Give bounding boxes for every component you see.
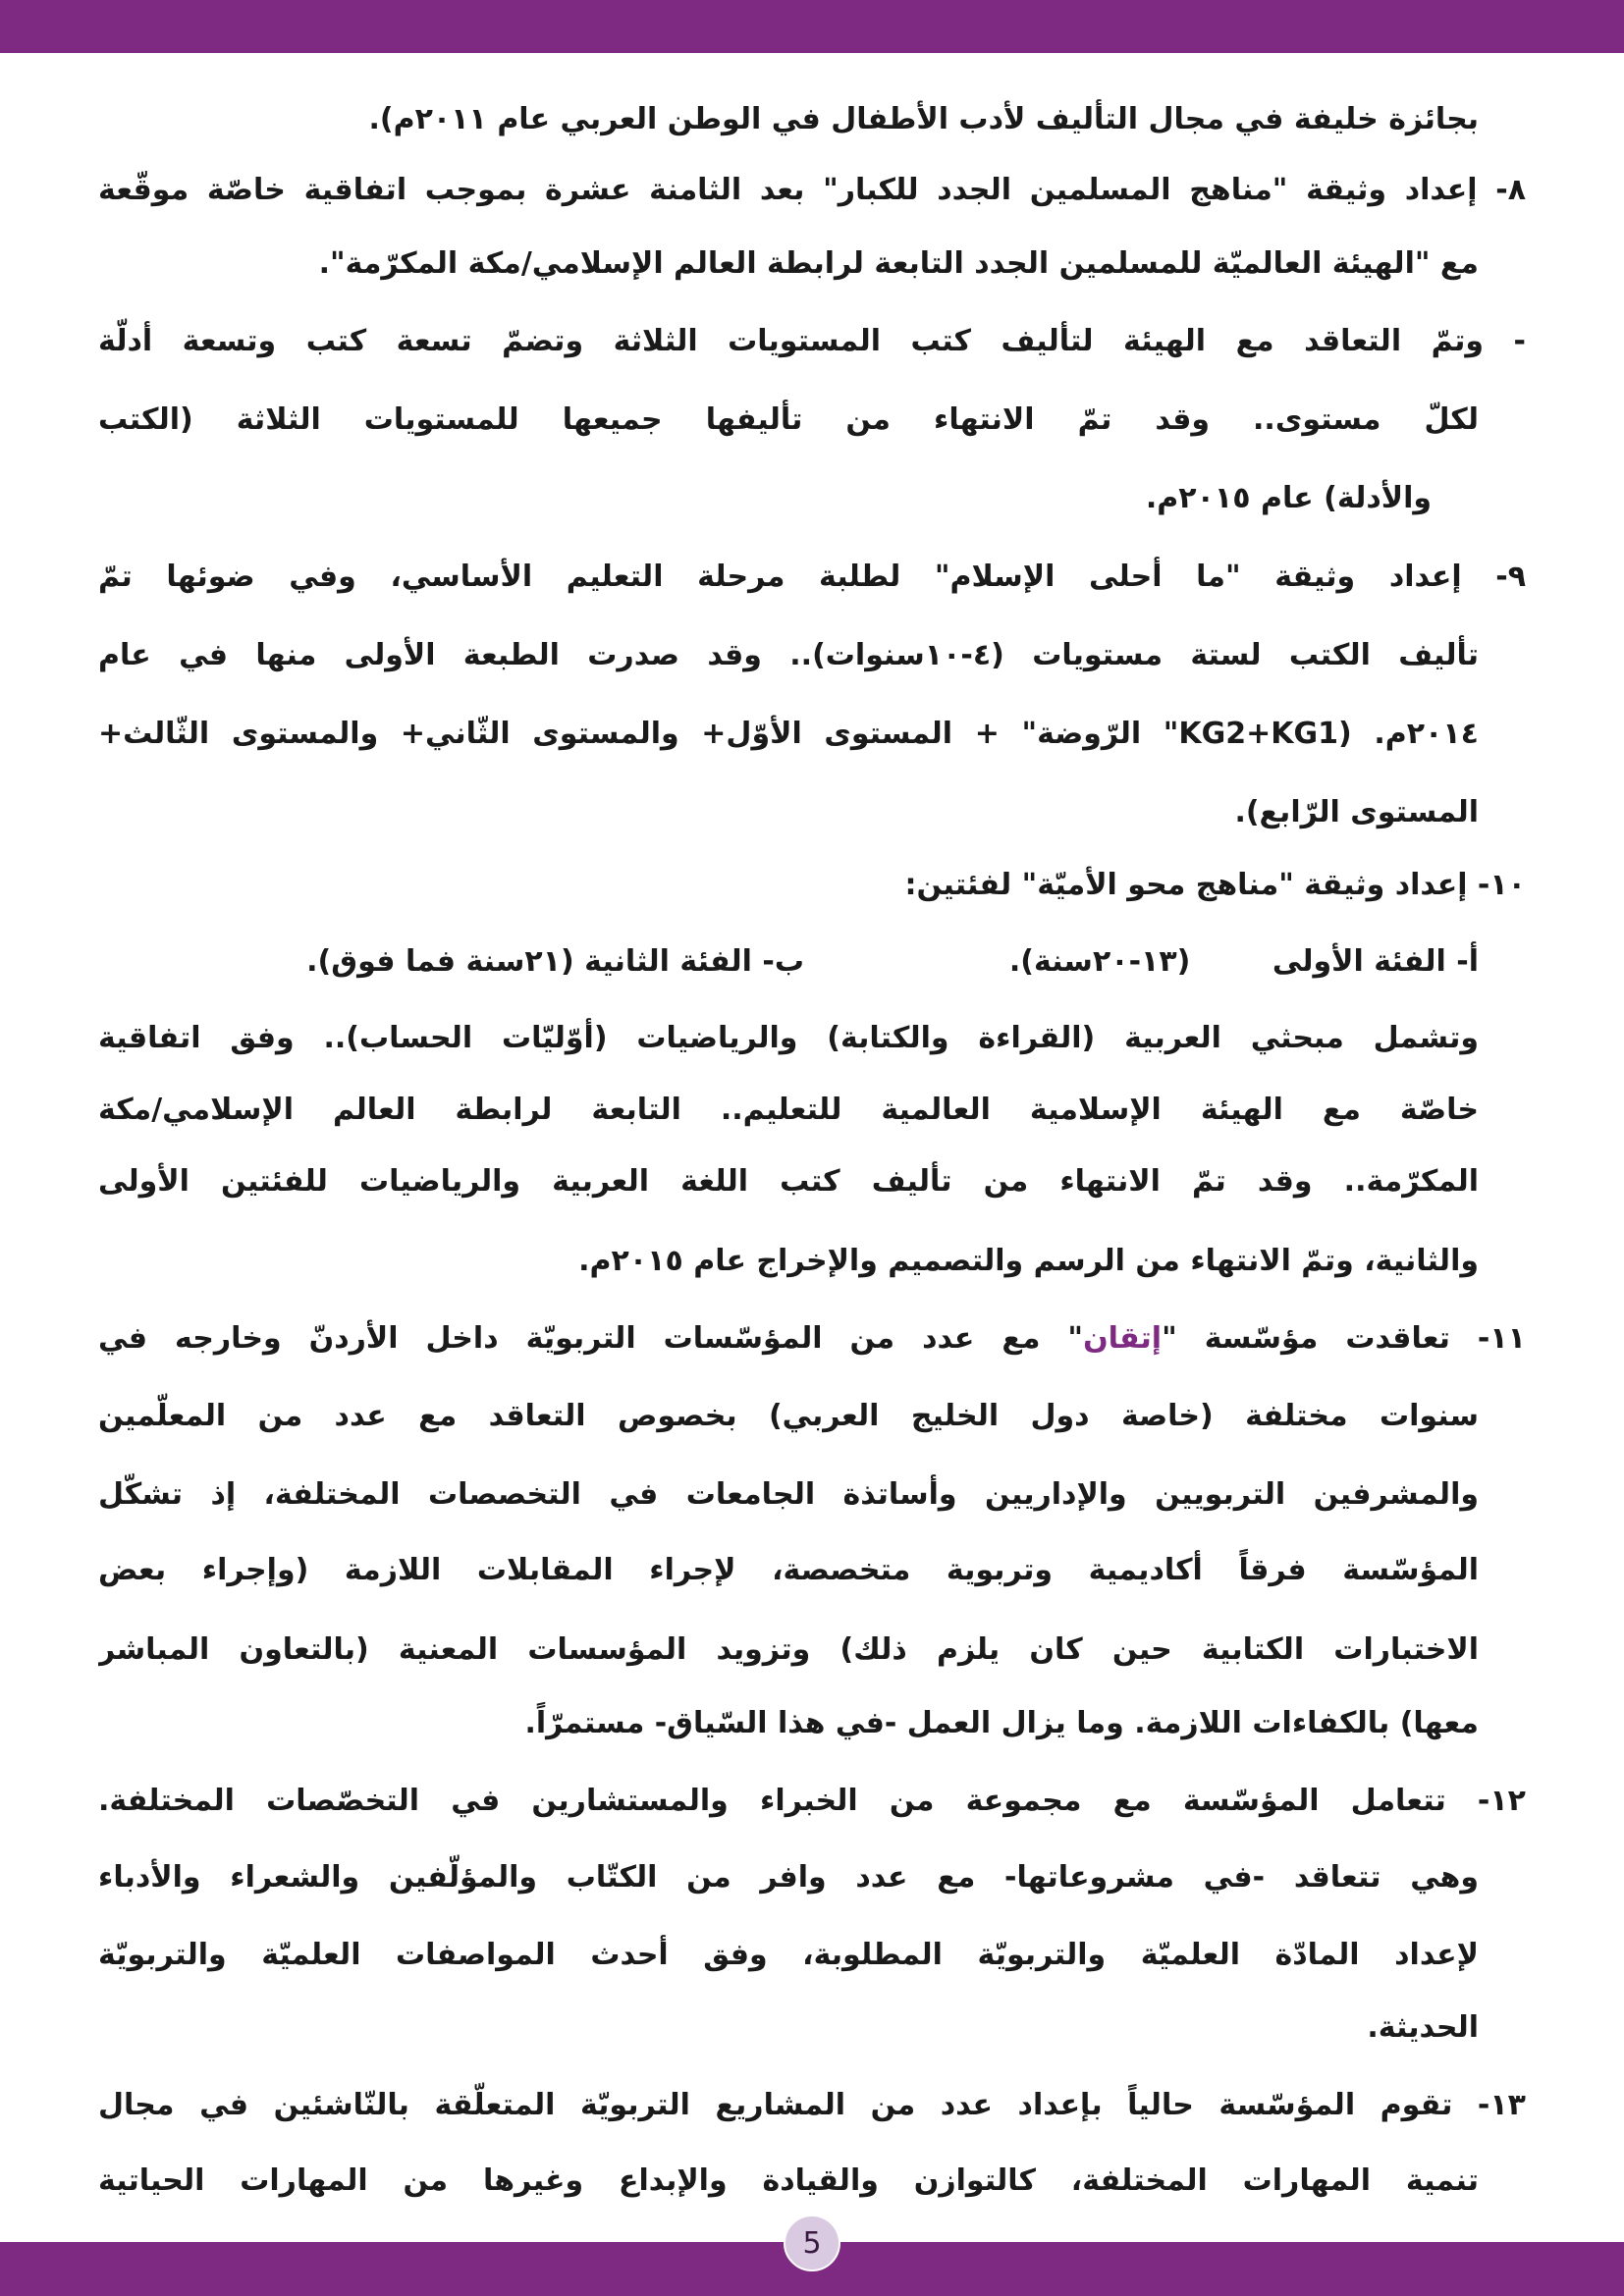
text-line: والأدلة) عام ٢٠١٥م. [1145,481,1432,515]
text-line: المكرّمة.. وقد تمّ الانتهاء من تأليف كتب اللغة العربية والرياضيات للفئتين الأولى [98,1164,1479,1199]
item-11-before: ١١- تعاقدت مؤسّسة " [1162,1321,1526,1356]
text-line: معها) بالكفاءات اللازمة. وما يزال العمل -في هذا السّياق- مستمرّاً. [524,1706,1479,1740]
item-11-line-1 [98,1310,1526,1367]
item-10-line-1: ١٠- إعداد وثيقة "مناهج محو الأميّة" لفئتين: [904,868,1526,902]
top-band [0,0,1624,53]
text-line: الحديثة. [1367,2010,1479,2045]
item-13-line-1: ١٣- تقوم المؤسّسة حالياً بإعداد عدد من المشاريع التربويّة المتعلّقة بالنّاشئين في مجال [98,2088,1526,2122]
text-line: وتشمل مبحثي العربية (القراءة والكتابة) والرياضيات (أوّليّات الحساب).. وفق اتفاقية [98,1021,1479,1055]
categories-line [147,934,1479,990]
text-line: تنمية المهارات المختلفة، كالتوازن والقيادة والإبداع وغيرها من المهارات الحياتية [98,2163,1479,2198]
text-line: لكلّ مستوى.. وقد تمّ الانتهاء من تأليفها جميعها للمستويات الثلاثة (الكتب [98,402,1479,437]
item-11-after: " مع عدد من المؤسّسات التربويّة داخل الأردنّ وخارجه في [98,1321,1084,1356]
text-line: والمشرفين التربويين والإداريين وأساتذة الجامعات في التخصصات المختلفة، إذ تشكّل [98,1477,1479,1512]
text-line: مع "الهيئة العالميّة للمسلمين الجدد التابعة لرابطة العالم الإسلامي/مكة المكرّمة". [318,246,1479,281]
text-line: المستوى الرّابع). [1234,795,1479,829]
text-line: وهي تتعاقد -في مشروعاتها- مع عدد وافر من الكتّاب والمؤلّفين والشعراء والأدباء [98,1860,1479,1895]
item-9-line-1: ٩- إعداد وثيقة "ما أحلى الإسلام" لطلبة مرحلة التعليم الأساسي، وفي ضوئها تمّ [98,560,1526,594]
categories-text: أ- الفئة الأولى (١٣-٢٠سنة). ب- الفئة الثانية (٢١سنة فما فوق). [306,944,1479,979]
text-line: بجائزة خليفة في مجال التأليف لأدب الأطفال في الوطن العربي عام ٢٠١١م). [368,102,1479,136]
text-line: المؤسّسة فرقاً أكاديمية وتربوية متخصصة، لإجراء المقابلات اللازمة (وإجراء بعض [98,1553,1479,1587]
item-8-line-1: ٨- إعداد وثيقة "مناهج المسلمين الجدد للكبار" بعد الثامنة عشرة بموجب اتفاقية خاصّة موقّعة [98,173,1526,207]
item-12-line-1: ١٢- تتعامل المؤسّسة مع مجموعة من الخبراء والمستشارين في التخصّصات المختلفة. [98,1784,1526,1818]
text-line: تأليف الكتب لستة مستويات (٤-١٠سنوات).. وقد صدرت الطبعة الأولى منها في عام [98,638,1479,672]
itqan-name: إتقان [1083,1321,1163,1356]
page-number-badge: 5 [784,2215,840,2271]
text-line: لإعداد المادّة العلميّة والتربويّة المطلوبة، وفق أحدث المواصفات العلميّة والتربويّة [98,1938,1479,1972]
text-line: سنوات مختلفة (خاصة دول الخليج العربي) بخصوص التعاقد مع عدد من المعلّمين [98,1399,1479,1433]
text-line: الاختبارات الكتابية حين كان يلزم ذلك) وتزويد المؤسسات المعنية (بالتعاون المباشر [98,1632,1479,1667]
text-line: - وتمّ التعاقد مع الهيئة لتأليف كتب المستويات الثلاثة وتضمّ تسعة كتب وتسعة أدلّة [98,324,1526,358]
text-line: والثانية، وتمّ الانتهاء من الرسم والتصميم والإخراج عام ٢٠١٥م. [578,1244,1479,1278]
text-line: خاصّة مع الهيئة الإسلامية العالمية للتعليم.. التابعة لرابطة العالم الإسلامي/مكة [98,1093,1479,1127]
text-line: ٢٠١٤م. (KG2+KG1" الرّوضة" + المستوى الأوّل+ والمستوى الثّاني+ والمستوى الثّالث+ [98,717,1479,751]
